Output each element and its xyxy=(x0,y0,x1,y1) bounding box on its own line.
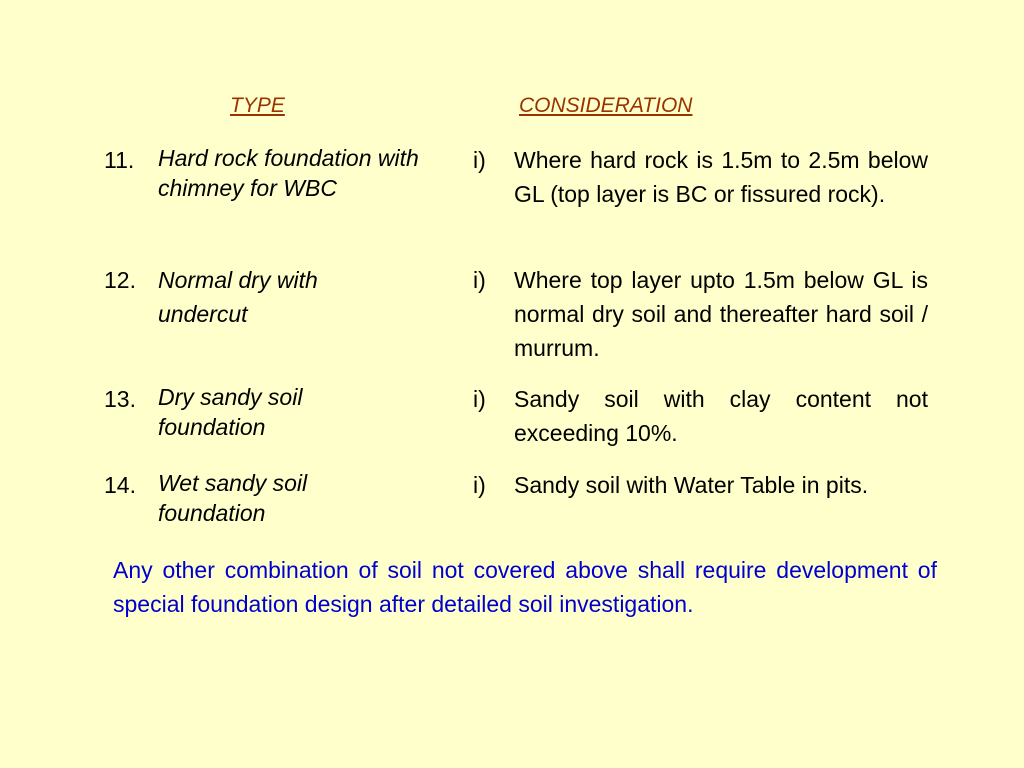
row-consideration: Sandy soil with Water Table in pits. xyxy=(514,472,869,498)
row-number: 12. xyxy=(104,267,136,293)
type-column-header: TYPE xyxy=(230,94,285,117)
footnote-paragraph: Any other combination of soil not covered above shall require development of special foundation design after detailed soil investigation. xyxy=(113,557,937,617)
row-consideration: Where hard rock is 1.5m to 2.5m below GL (top layer is BC or fissured rock). xyxy=(514,147,928,207)
row-number: 14. xyxy=(104,472,136,498)
row-consideration: Where top layer upto 1.5m below GL is normal dry soil and thereafter hard soil / murrum. xyxy=(514,267,928,361)
row-bullet: i) xyxy=(473,267,486,293)
row-type: Wet sandy soil foundation xyxy=(158,470,308,526)
row-type: Hard rock foundation with chimney for WBC xyxy=(158,145,419,201)
row-number: 13. xyxy=(104,386,136,412)
row-type: Normal dry with undercut xyxy=(158,267,318,327)
row-bullet: i) xyxy=(473,147,486,173)
consideration-column-header: CONSIDERATION xyxy=(519,94,693,117)
row-number: 11. xyxy=(104,147,135,173)
row-bullet: i) xyxy=(473,472,486,498)
row-consideration: Sandy soil with clay content not exceeding 10%. xyxy=(514,386,928,446)
row-bullet: i) xyxy=(473,386,486,412)
row-type: Dry sandy soil foundation xyxy=(158,384,303,440)
